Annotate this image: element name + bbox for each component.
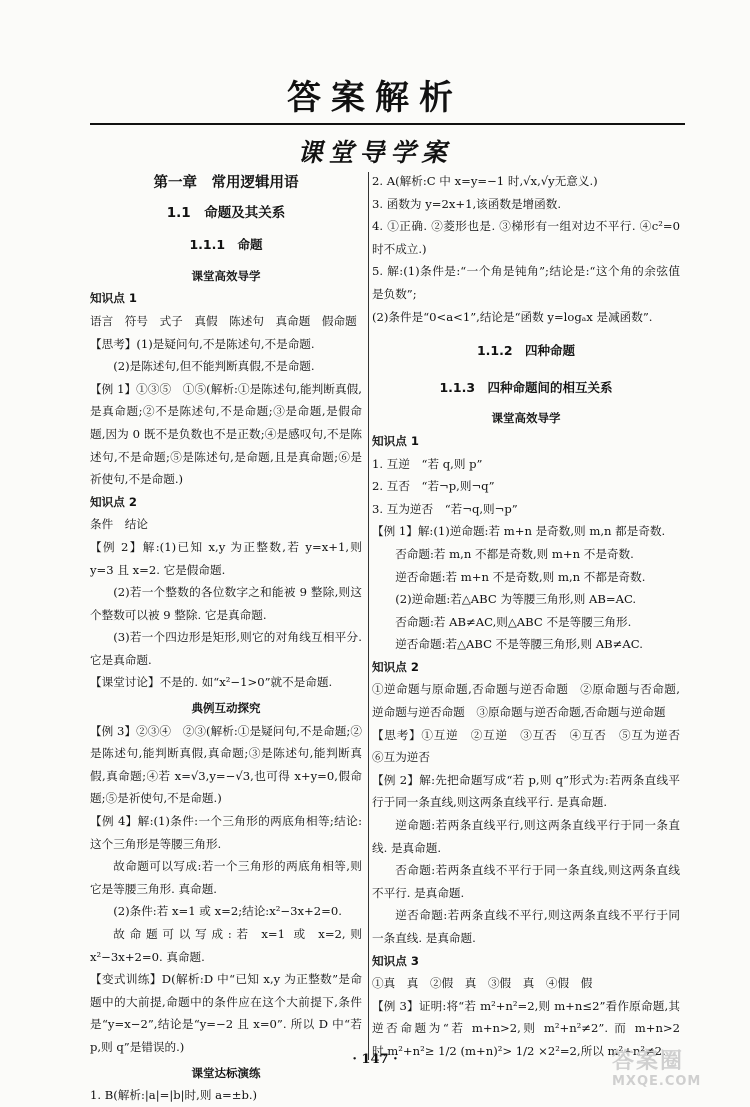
think-right: 【思考】①互逆 ②互逆 ③互否 ④互否 ⑤互为逆否 ⑥互为逆否 (372, 727, 692, 765)
example-1-right-part-1: 【例 1】解:(1)逆命题:若 m+n 是奇数,则 m,n 都是奇数. (372, 524, 666, 539)
knowledge-point-2: 知识点 2 (90, 494, 137, 509)
example-1-right-part-6: 逆否命题:若△ABC 不是等腰三角形,则 AB≠AC. (395, 637, 643, 652)
kp2-right-text: ①逆命题与原命题,否命题与逆否命题 ②原命题与否命题,逆命题与逆否命题 ③原命题与逆否命题,否命题与逆命题 (372, 682, 680, 720)
example-2-right-part-4: 逆否命题:若两条直线不平行,则这两条直线不平行于同一条直线. 是真命题. (372, 908, 680, 945)
subhead-drill: 课堂达标演练 (191, 1065, 261, 1080)
knowledge-point-1: 知识点 1 (90, 291, 137, 306)
kp3-right-text: ①真 真 ②假 真 ③假 真 ④假 假 (372, 976, 593, 991)
left-column (90, 170, 362, 1107)
page-title: 答案解析 (287, 78, 463, 118)
think-2: (2)是陈述句,但不能判断真假,不是命题. (113, 359, 315, 374)
knowledge-point-2-right: 知识点 2 (372, 659, 419, 674)
example-1-right-part-2: 否命题:若 m,n 不都是奇数,则 m+n 不是奇数. (395, 546, 634, 561)
example-2-right-part-2: 逆命题:若两条直线平行,则这两条直线平行于同一条直线. 是真命题. (372, 818, 680, 855)
kp1-item-2: 2. 互否 “若¬p,则¬q” (372, 479, 495, 494)
drill-answer-3: 3. 函数为 y=2x+1,该函数是增函数. (372, 196, 562, 211)
example-1-right-part-3: 逆否命题:若 m+n 不是奇数,则 m,n 不都是奇数. (395, 569, 646, 584)
knowledge-point-1-right: 知识点 1 (372, 433, 419, 448)
class-discussion: 【课堂讨论】不是的. 如“x²−1>0”就不是命题. (90, 675, 333, 690)
variant-training: 【变式训练】D(解析:D 中“已知 x,y 为正整数”是命题中的大前提,命题中的条件应在这个大前提下,条件是“y=x−2”,结论是“y=−2 且 x=0”. 所以 D 中“若 p,则 q”是错误的.) (90, 972, 362, 1054)
example-3: 【例 3】②③④ ②③(解析:①是疑问句,不是命题;②是陈述句,能判断真假,真命题;③是陈述句,能判断真假,真命题;④若 x=√3,y=−√3,也可得 x+y=0,假命题;⑤是祈使句,不是命题.) (90, 723, 362, 806)
right-column (372, 170, 692, 1063)
chapter-title: 第一章 常用逻辑用语 (153, 175, 299, 191)
subhead-typical: 典例互动探究 (191, 701, 261, 716)
example-4-part-2: 故命题可以写成:若一个三角形的两底角相等,则它是等腰三角形. 真命题. (90, 859, 362, 896)
subhead-efficient: 课堂高效导学 (191, 268, 261, 283)
kp1-item-3: 3. 互为逆否 “若¬q,则¬p” (372, 501, 518, 516)
knowledge-point-3-right: 知识点 3 (372, 953, 419, 968)
example-1: 【例 1】①③⑤ ①⑤(解析:①是陈述句,能判断真假,是真命题;②不是陈述句,不是命题;③是命题,是假命题,因为 0 既不是负数也不是正数;④是感叹句,不是陈述句,不是命题;⑤是陈述句,是命题,且是真命题;⑥是祈使句,不是命题.) (90, 381, 362, 487)
title-rule (90, 123, 685, 125)
drill-answer-4: 4. ①正确. ②菱形也是. ③梯形有一组对边不平行. ④c²=0 时不成立.) (372, 219, 680, 256)
drill-answer-1: 1. B(解析:|a|=|b|时,则 a=±b.) (90, 1088, 258, 1103)
subhead-efficient-right: 课堂高效导学 (491, 411, 561, 426)
think-1: 【思考】(1)是疑问句,不是陈述句,不是命题. (90, 336, 315, 351)
example-4-part-4: 故命题可以写成:若 x=1 或 x=2,则 x²−3x+2=0. 真命题. (90, 927, 362, 964)
watermark-text-top: 答案圈 (612, 1049, 685, 1074)
example-2-right-part-3: 否命题:若两条直线不平行于同一条直线,则这两条直线不平行. 是真命题. (372, 863, 680, 900)
section-heading-1-1-3: 1.1.3 四种命题间的相互关系 (439, 379, 613, 395)
page-number: · 147 · (352, 1052, 398, 1067)
drill-answer-2: 2. A(解析:C 中 x=y=−1 时,√x,√y无意义.) (372, 174, 598, 188)
drill-answer-5-part-2: (2)条件是“0<a<1”,结论是“函数 y=logₐx 是减函数”. (372, 309, 653, 324)
column-divider (368, 172, 369, 1060)
kp2-text: 条件 结论 (90, 517, 148, 532)
example-4-part-3: (2)条件:若 x=1 或 x=2;结论:x²−3x+2=0. (113, 904, 342, 919)
section-title: 课堂导学案 (297, 138, 453, 167)
section-heading-1-1-1: 1.1.1 命题 (189, 237, 263, 253)
kp1-item-1: 1. 互逆 “若 q,则 p” (372, 456, 483, 471)
example-2-right-part-1: 【例 2】解:先把命题写成“若 p,则 q”形式为:若两条直线平行于同一条直线,则这两条直线平行. 是真命题. (372, 772, 680, 810)
example-2-part-2: (2)若一个整数的各位数字之和能被 9 整除,则这个整数可以被 9 整除. 它是真命题. (90, 585, 362, 622)
drill-answer-5-part-1: 5. 解:(1)条件是:“一个角是钝角”;结论是:“这个角的余弦值是负数”; (372, 264, 680, 301)
watermark-text-bottom: MXQE.COM (612, 1074, 702, 1089)
example-3-right: 【例 3】证明:将“若 m²+n²=2,则 m+n≤2”看作原命题,其逆否命题为“若 m+n>2,则 m²+n²≠2”. 而 m+n>2 时,m²+n²≥ 1/2 (m+n)²> 1/2 ×2²=2,所以 m²+n²≠2. (372, 998, 680, 1058)
example-2-part-3: (3)若一个四边形是矩形,则它的对角线互相平分. 它是真命题. (90, 630, 362, 667)
section-heading-1-1-2: 1.1.2 四种命题 (476, 343, 576, 359)
example-1-right-part-5: 否命题:若 AB≠AC,则△ABC 不是等腰三角形. (395, 614, 632, 629)
kp1-text: 语言 符号 式子 真假 陈述句 真命题 假命题 (90, 313, 357, 328)
example-2-part-1: 【例 2】解:(1)已知 x,y 为正整数,若 y=x+1,则 y=3 且 x=2. 它是假命题. (90, 539, 362, 577)
watermark-logo (612, 1050, 742, 1092)
example-1-right-part-4: (2)逆命题:若△ABC 为等腰三角形,则 AB=AC. (395, 592, 637, 607)
example-4-part-1: 【例 4】解:(1)条件:一个三角形的两底角相等;结论:这个三角形是等腰三角形. (90, 814, 362, 851)
section-heading-1-1: 1.1 命题及其关系 (166, 204, 286, 221)
